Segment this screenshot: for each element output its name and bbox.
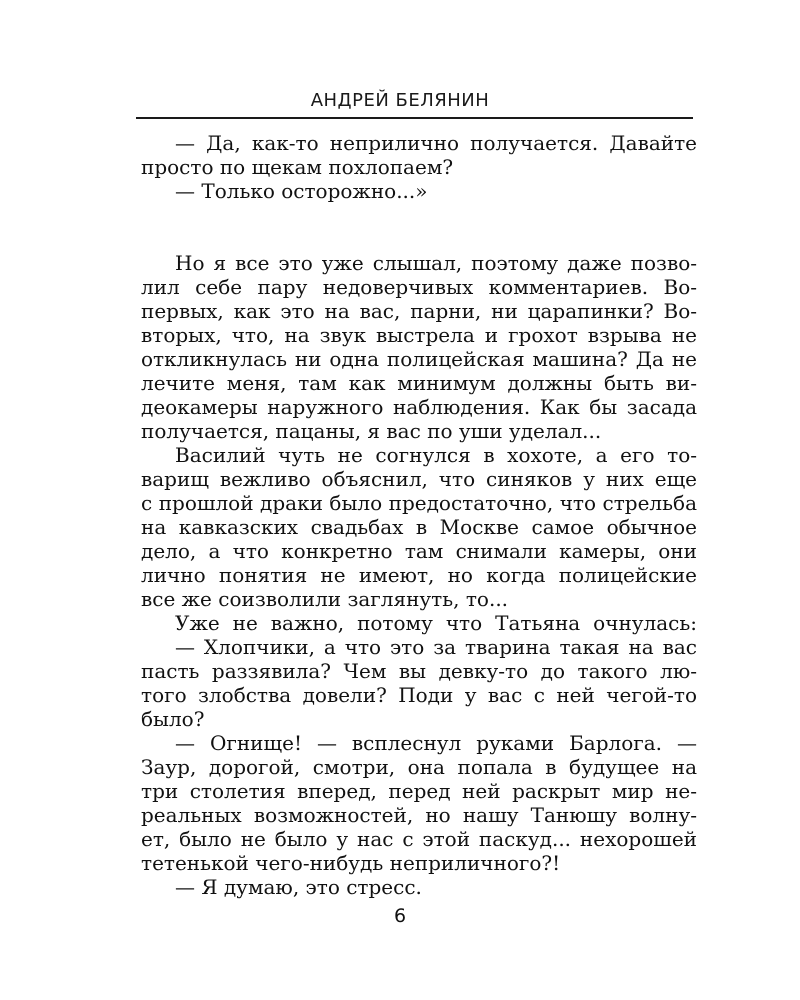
text-line: — Хлопчики, а что это за тварина такая на вас (175, 635, 697, 659)
text-line: Уже не важно, потому что Татьяна очнулась: (175, 611, 697, 635)
text-line: просто по щекам похлопаем? (141, 155, 454, 179)
text-line: Василий чуть не согнулся в хохоте, а его то- (175, 443, 697, 467)
text-line: откликнулась ни одна полицейская машина? Да не (141, 347, 697, 371)
text-line: — Только осторожно...» (175, 179, 428, 203)
text-line: Заур, дорогой, смотри, она попала в будущее на (141, 755, 697, 779)
text-line: пасть раззявила? Чем вы девку-то до такого лю- (141, 659, 697, 683)
text-line: дело, а что конкретно там снимали камеры, они (141, 539, 697, 563)
text-line: три столетия вперед, перед ней раскрыт мир не- (141, 779, 697, 803)
text-line: на кавказских свадьбах в Москве самое обычное (141, 515, 697, 539)
body-text (141, 131, 697, 899)
text-line: лечите меня, там как минимум должны быть ви- (141, 371, 697, 395)
text-line: деокамеры наружного наблюдения. Как бы засада (141, 395, 697, 419)
text-line: варищ вежливо объяснил, что синяков у них еще (141, 467, 697, 491)
running-header-author: АНДРЕЙ БЕЛЯНИН (310, 90, 490, 111)
text-line: — Да, как-то неприлично получается. Давайте (175, 131, 697, 155)
text-line: лил себе пару недоверчивых комментариев. Во- (141, 275, 697, 299)
text-line: с прошлой драки было предостаточно, что стрельба (141, 491, 697, 515)
text-line: получается, пацаны, я вас по уши уделал... (141, 419, 602, 443)
text-line: лично понятия не имеют, но когда полицейские (141, 563, 697, 587)
paragraph-gap (141, 227, 697, 251)
text-line: вторых, что, на звук выстрела и грохот взрыва не (141, 323, 697, 347)
text-line: первых, как это на вас, парни, ни царапинки? Во- (141, 299, 697, 323)
text-line: — Я думаю, это стресс. (175, 875, 422, 899)
page-number: 6 (393, 905, 407, 927)
paragraph-gap (141, 203, 697, 227)
text-line: тетенькой чего-нибудь неприличного?! (141, 851, 561, 875)
text-line: — Огнище! — всплеснул руками Барлога. — (175, 731, 697, 755)
header-divider (136, 117, 693, 119)
text-line: ет, было не было у нас с этой паскуд... нехорошей (141, 827, 697, 851)
text-line: было? (141, 707, 205, 731)
text-line: реальных возможностей, но нашу Танюшу волну- (141, 803, 697, 827)
text-line: Но я все это уже слышал, поэтому даже позво- (175, 251, 697, 275)
text-line: того злобства довели? Поди у вас с ней чегой-то (141, 683, 697, 707)
text-line: все же соизволили заглянуть, то... (141, 587, 509, 611)
